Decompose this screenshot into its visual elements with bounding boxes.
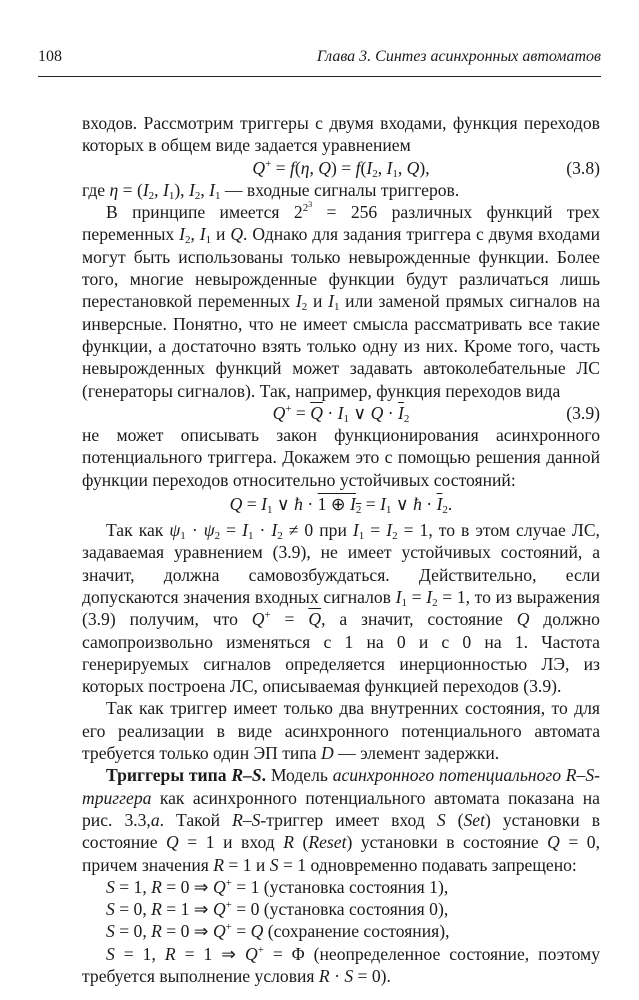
equation-number-3-9: (3.9) <box>566 402 600 423</box>
equation-3-8 <box>82 157 600 179</box>
page-header <box>38 48 601 74</box>
equation-stable-states <box>82 491 600 519</box>
equation-3-9 <box>82 402 600 424</box>
case-line-4: S = 1, R = 1 ⇒ Q+ = Φ (неопределенное состояние, поэтому требуется выполнение условия R · S = 0). <box>82 943 600 986</box>
paragraph-3: В принципе имеется $2^{2^3} = 256$ различных функций трех переменных $I_2$, $I_1$ и Q. Однако для задания триггера с двумя входами могут быть использованы только невырожденные функции. Более того, многие невырожденные функции будут различаться лишь перестановкой переменных $I_2$ и $I_1$ или заменой прямых сигналов на инверсные. Понятно, что не имеет смысла рассматривать все такие функции, а достаточно взять только одну из них. Кроме того, часть невырожденных функций может задавать автоколебательные ЛС (генераторы сигналов). Так, например, функция переходов вида <box>82 200 601 401</box>
equation-number-3-8: (3.8) <box>566 157 600 178</box>
page-body <box>82 112 600 987</box>
equation-3-9-body: $Q^+ = \overline{Q} \cdot I_1$ ∨ $Q \cdot \overline{I}_2$ <box>272 402 410 425</box>
case-line-2: S = 0, R = 1 ⇒ Q+ = 0 (установка состояния 0), <box>106 899 449 920</box>
paragraph-5: Так как $\psi_1 \cdot \psi_2 = I_1 \cdot I_2 \ne 0$ при $I_1 = I_2 = 1$, то в этом случае ЛС, задаваемая уравнением (3.9), не имеет устойчивых состояний, а значит, должна самовозбуждаться. Действительно, если допускаются значения входных сигналов $I_1 = I_2 = 1$, то из выражения (3.9) получим, что $Q^+ = \overline{Q}$, а значит, состояние Q должно самопроизвольно изменяться с 1 на 0 и с 0 на 1. Частота генерируемых сигналов определяется инерционностью ЛЭ, из которых построена ЛС, описываемая функцией переходов (3.9). <box>82 520 600 697</box>
running-title: Глава 3. Синтез асинхронных автоматов <box>316 48 601 65</box>
paragraph-4: не может описывать закон функционирования асинхронного потенциального триггера. Докажем это с помощью решения данной функции переходов относительно устойчивых состояний: <box>82 425 600 490</box>
equation-3-8-body: Q+ = f(η, $Q) = f(I_2$, $I_1$, Q), <box>252 157 430 180</box>
case-line-1: S = 1, R = 0 ⇒ Q+ = 1 (установка состояния 1), <box>106 876 449 897</box>
paragraph-1: входов. Рассмотрим триггеры с двумя входами, функция переходов которых в общем виде задается уравнением <box>82 113 600 156</box>
equation-stable-body: $Q = I_1$ ∨ ħ · 1 ⊕ $I_2 = I_1$ ∨ ħ · $\overline{I}_2$. <box>229 494 453 517</box>
paragraph-2: где $\eta = (I_2$, $I_1$), $I_2$, $I_1$ — входные сигналы триггеров. <box>82 179 460 202</box>
page-number: 108 <box>38 48 62 65</box>
header-rule <box>38 76 601 77</box>
paragraph-6: Так как триггер имеет только два внутренних состояния, то для его реализации в виде асинхронного потенциального автомата требуется только один ЭП типа D — элемент задержки. <box>82 698 600 764</box>
case-line-3: S = 0, R = 0 ⇒ Q+ = Q (сохранение состояния), <box>106 921 450 942</box>
paragraph-7: Триггеры типа R–S. Модель асинхронного потенциального R–S-триггера как асинхронного потенциального автомата показана на рис. 3.3,а. Такой R–S-триггер имеет вход S (Set) установки в состояние Q = 1 и вход R (Reset) установки в состояние Q = 0, причем значения R = 1 и S = 1 одновременно подавать запрещено: <box>82 765 601 875</box>
